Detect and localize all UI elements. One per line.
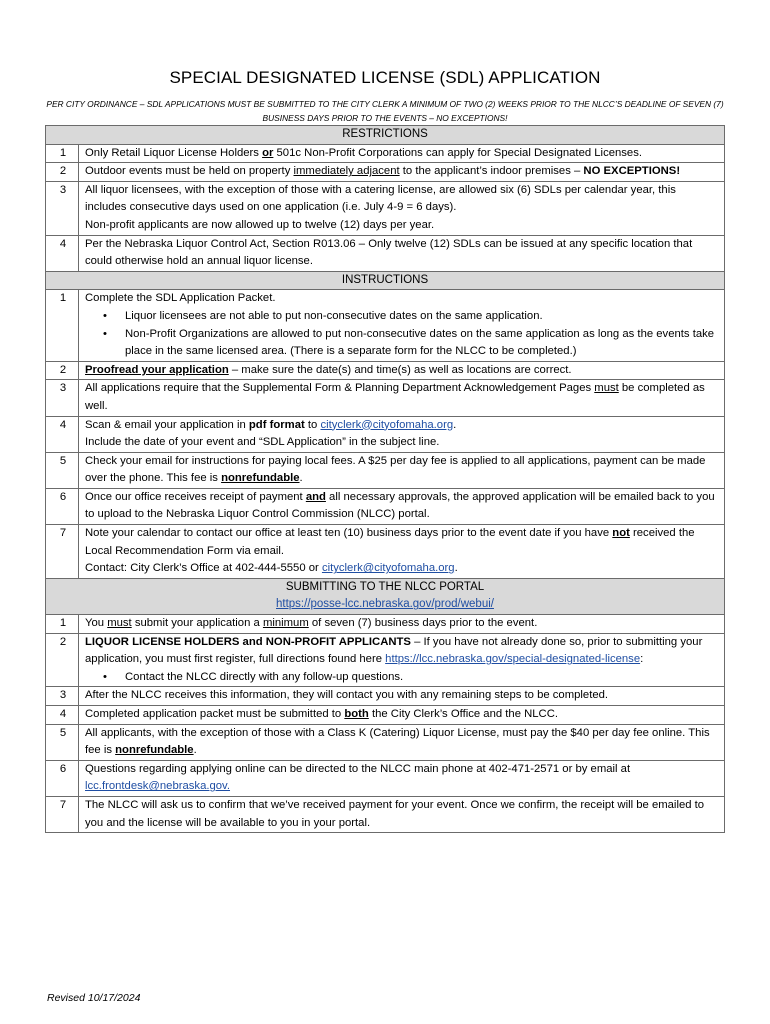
table-row [46, 525, 725, 579]
emphasis-text: LIQUOR LICENSE HOLDERS and NON-PROFIT APPLICANTS [85, 635, 411, 648]
text-segment: submit your application a [131, 617, 263, 630]
row-number: 4 [46, 416, 79, 452]
row-number: 4 [46, 235, 79, 271]
table-row [46, 290, 725, 361]
list-item: • Contact the NLCC directly with any follow-up questions. [125, 669, 720, 687]
row-text [79, 488, 725, 524]
table-row [46, 488, 725, 524]
table-row [46, 380, 725, 416]
text-segment: Note your calendar to contact our office at least ten (10) business days prior to the event date if you have [85, 527, 613, 540]
portal-url-link[interactable]: https://posse-lcc.nebraska.gov/prod/webui/ [276, 598, 494, 611]
section-header-restrictions [46, 126, 725, 145]
emphasis-text: both [344, 708, 369, 720]
emphasis-text: and [305, 490, 326, 503]
row-number: 7 [46, 796, 79, 832]
row-number: 6 [46, 760, 79, 796]
email-link[interactable]: cityclerk@cityofomaha.org [321, 562, 455, 575]
text-segment: . [299, 472, 303, 485]
table-row [46, 163, 725, 182]
row-number: 1 [46, 290, 79, 361]
table-row [46, 615, 725, 634]
text-segment: 501c Non-Profit Corporations can apply for Special Designated Licenses. [273, 146, 642, 159]
row-number: 7 [46, 525, 79, 579]
row-text [79, 760, 725, 796]
row-number: 5 [46, 452, 79, 488]
list-item: • Non-Profit Organizations are allowed to put non-consecutive dates on the same application as long as the events take place in the same licensed area. (There is a separate form for the NLCC to be completed.) [125, 326, 720, 361]
emphasis-text: must [107, 617, 132, 630]
text-segment: Include the date of your event and “SDL Application” in the subject line. [85, 436, 440, 449]
row-number: 5 [46, 724, 79, 760]
row-text [79, 452, 725, 488]
row-number: 1 [46, 615, 79, 634]
table-row [46, 633, 725, 687]
restrictions-header: RESTRICTIONS [46, 126, 725, 145]
row-text [79, 615, 725, 634]
row-text [79, 380, 725, 416]
row-text [79, 416, 725, 452]
row-text: After the NLCC receives this information, they will contact you with any remaining steps to be completed. [79, 687, 725, 706]
emphasis-text: immediately adjacent [293, 165, 400, 178]
emphasis-text: nonrefundable [221, 472, 300, 485]
section-header-instructions [46, 271, 725, 290]
row-number: 4 [46, 706, 79, 725]
instructions-header: INSTRUCTIONS [46, 271, 725, 290]
table-row [46, 235, 725, 271]
row-text [79, 525, 725, 579]
text-segment: the City Clerk’s Office and the NLCC. [368, 708, 559, 720]
emphasis-text: not [612, 527, 630, 540]
text-segment: Once our office receives receipt of payment [85, 490, 306, 503]
text-segment: Completed application packet must be submitted to [85, 708, 345, 720]
row-text [79, 361, 725, 380]
text-segment: Contact: City Clerk’s Office at 402-444-5550 or [85, 562, 322, 575]
row-text: The NLCC will ask us to confirm that we’ve received payment for your event. Once we confirm, the receipt will be emailed to you and the license will be available to you in your portal. [79, 796, 725, 832]
text-segment: All applications require that the Supplemental Form & Planning Department Acknowledgement Pages [85, 382, 595, 395]
row-number: 3 [46, 181, 79, 235]
table-row [46, 416, 725, 452]
row-number: 3 [46, 687, 79, 706]
text-segment: : [640, 653, 644, 666]
contact-line [85, 560, 720, 578]
text-segment: – If you have not already done so, prior to submitting your application, you must first register, full directions found here [85, 635, 703, 666]
bullet-list [85, 308, 720, 361]
table-row [46, 181, 725, 235]
text-segment: . [453, 418, 457, 431]
text-segment: – make sure the date(s) and time(s) as well as locations are correct. [228, 363, 572, 376]
text-segment: received the Local Recommendation Form via email. [85, 527, 695, 557]
table-row [46, 361, 725, 380]
text-segment: to [304, 418, 321, 431]
revision-date: Revised 10/17/2024 [47, 992, 141, 1004]
sdl-table [45, 125, 725, 833]
text-segment: . [193, 744, 197, 757]
portal-header [46, 578, 725, 614]
row-text [79, 633, 725, 687]
text-segment: to the applicant’s indoor premises – [399, 165, 584, 178]
portal-header-text: SUBMITTING TO THE NLCC PORTAL [285, 580, 485, 593]
text-segment: . [454, 562, 458, 575]
table-row [46, 760, 725, 796]
text-segment: Check your email for instructions for paying local fees. A $25 per day fee is applied to all applications, payment can be made over the phone. This fee is [85, 454, 706, 485]
emphasis-text: pdf format [248, 418, 305, 431]
section-header-portal [46, 578, 725, 614]
nlcc-registration-link[interactable]: https://lcc.nebraska.gov/special-designated-license [385, 653, 641, 666]
row-number: 6 [46, 488, 79, 524]
text-segment: Non-profit applicants are now allowed up to twelve (12) days per year. [85, 218, 435, 231]
row-text [79, 706, 725, 725]
text-segment: Outdoor events must be held on property [85, 165, 294, 178]
emphasis-text: nonrefundable [115, 744, 194, 757]
page-title: SPECIAL DESIGNATED LICENSE (SDL) APPLICATION [169, 68, 601, 87]
row-text [79, 724, 725, 760]
row-text [79, 163, 725, 182]
emphasis-text: must [594, 382, 619, 395]
table-row [46, 724, 725, 760]
text-segment: All applicants, with the exception of those with a Class K (Catering) Liquor License, must pay the $40 per day fee online. This fee is [85, 726, 710, 757]
page-subtitle: PER CITY ORDINANCE – SDL APPLICATIONS MUST BE SUBMITTED TO THE CITY CLERK A MINIMUM OF TWO (2) WEEKS PRIOR TO THE NLCC’S DEADLINE OF SEVEN (7) BUSINESS DAYS PRIOR TO THE EVENTS – NO EXCEPTIONS! [46, 99, 724, 123]
text-segment: Scan & email your application in [85, 418, 249, 431]
table-row [46, 144, 725, 163]
row-text [79, 290, 725, 361]
row-text [79, 144, 725, 163]
row-number: 2 [46, 163, 79, 182]
row-number: 1 [46, 144, 79, 163]
email-link[interactable]: cityclerk@cityofomaha.org [320, 418, 454, 431]
row-text [79, 181, 725, 235]
text-segment: of seven (7) business days prior to the event. [308, 617, 538, 630]
text-segment: All liquor licensees, with the exception of those with a catering license, are allowed six (6) SDLs per calendar year, this includes consecutive days used on one application (i.e. July 4-9 = 6 days). [85, 183, 676, 214]
text-segment: Questions regarding applying online can be directed to the NLCC main phone at 402-471-2571 or by email at [85, 762, 631, 775]
table-row [46, 452, 725, 488]
email-link[interactable]: lcc.frontdesk@nebraska.gov. [85, 780, 231, 793]
emphasis-text: NO EXCEPTIONS! [583, 165, 681, 178]
table-row [46, 706, 725, 725]
list-item: • Liquor licensees are not able to put non-consecutive dates on the same application. [125, 308, 720, 326]
text-segment: be completed as well. [85, 382, 705, 412]
text-segment: You [85, 617, 108, 630]
emphasis-text: Proofread your application [85, 363, 229, 376]
text-segment: all necessary approvals, the approved application will be emailed back to you to upload to the Nebraska Liquor Control Commission (NLCC) portal. [85, 490, 715, 521]
table-row [46, 687, 725, 706]
emphasis-text: minimum [262, 617, 309, 630]
row-text: Per the Nebraska Liquor Control Act, Section R013.06 – Only twelve (12) SDLs can be issued at any specific location that could otherwise hold an annual liquor license. [79, 235, 725, 271]
emphasis-text: or [262, 146, 274, 159]
row-number: 2 [46, 361, 79, 380]
text-segment: Complete the SDL Application Packet. [85, 292, 276, 305]
bullet-list [85, 669, 720, 687]
text-segment: Only Retail Liquor License Holders [85, 146, 263, 159]
row-number: 3 [46, 380, 79, 416]
row-number: 2 [46, 633, 79, 687]
table-row [46, 796, 725, 832]
